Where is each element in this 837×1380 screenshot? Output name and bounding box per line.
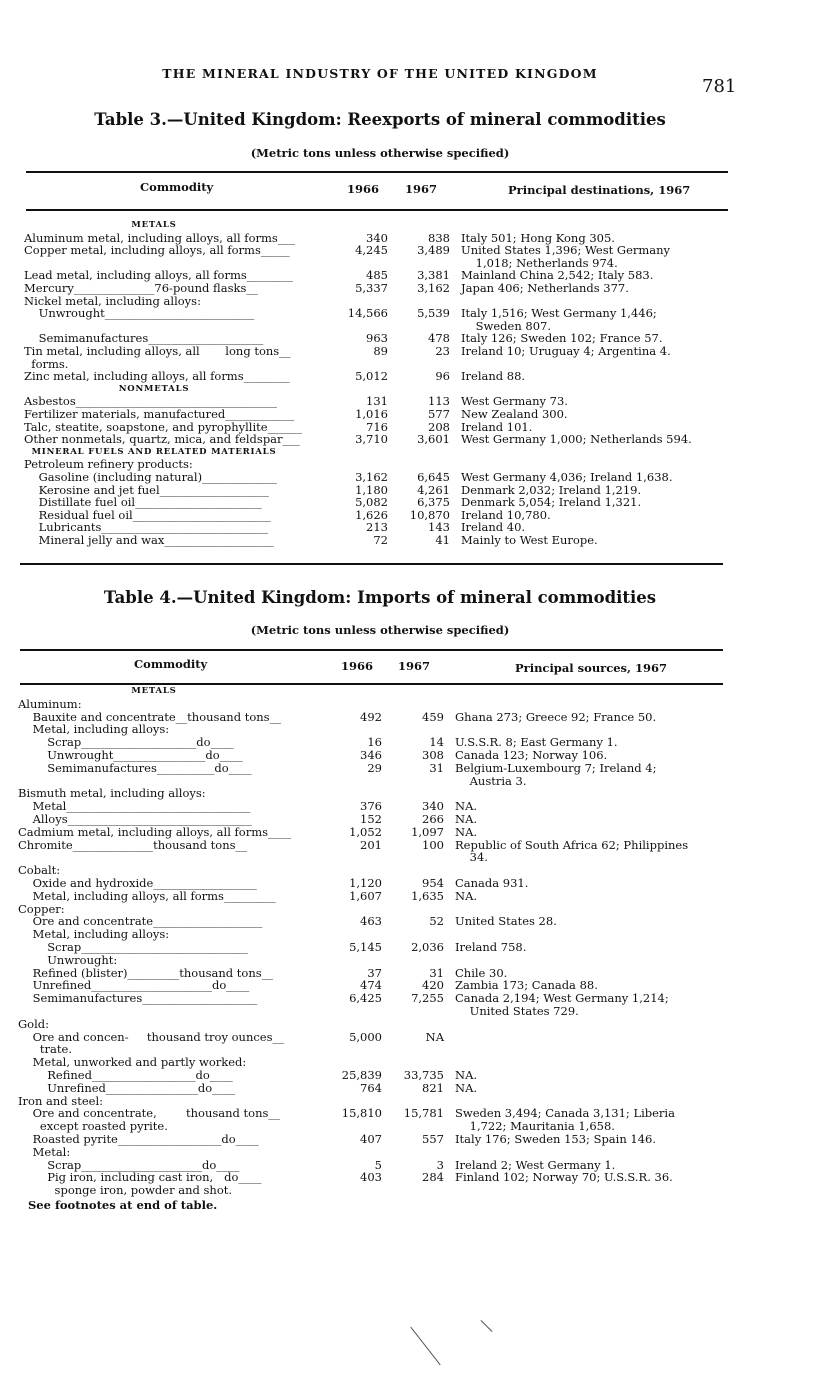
value-1966: 1,052 (349, 824, 382, 839)
table4-row (0, 1146, 837, 1159)
table4-row (0, 915, 837, 928)
table3-header-1966: 1966 (347, 182, 380, 196)
table3-row (0, 408, 837, 421)
value-1967: 340 (422, 799, 444, 814)
table4-row (0, 1043, 837, 1056)
value-1966: 5,145 (349, 940, 382, 954)
value-1967: 4,261 (417, 482, 450, 497)
table3-header-rule (26, 209, 728, 211)
commodity-cell: Lead metal, including alloys, all forms________ (24, 269, 293, 283)
commodity-cell: Distillate fuel oil______________________ (24, 496, 262, 510)
value-1967: 3,381 (417, 268, 450, 283)
value-1967: 15,781 (403, 1106, 444, 1121)
running-head: THE MINERAL INDUSTRY OF THE UNITED KINGDOM (162, 66, 598, 81)
commodity-cell: Metal________________________________ (18, 800, 251, 814)
table3-row (0, 509, 837, 522)
commodity-cell: Other nonmetals, quartz, mica, and feldspar___ (24, 433, 300, 447)
value-1967: 143 (428, 520, 450, 535)
commodity-cell: Cadmium metal, including alloys, all forms____ (18, 825, 292, 839)
table4-row (0, 967, 837, 980)
destination-cell: Austria 3. (455, 773, 527, 788)
value-1966: 1,120 (349, 876, 382, 890)
value-1967: 3,162 (417, 281, 450, 295)
destination-cell: West Germany 1,000; Netherlands 594. (461, 432, 692, 447)
commodity-cell: Fertilizer materials, manufactured____________ (24, 408, 295, 421)
value-1966: 29 (367, 760, 382, 775)
value-1967: 3,601 (417, 432, 450, 447)
destination-cell: Ireland 758. (455, 940, 527, 954)
destination-cell: Finland 102; Norway 70; U.S.S.R. 36. (455, 1170, 673, 1185)
value-1967: 6,645 (417, 470, 450, 484)
destination-cell: Canada 2,194; West Germany 1,214; (455, 991, 669, 1006)
table3-header-destinations: Principal destinations, 1967 (508, 183, 691, 197)
section-heading: METALS (131, 220, 177, 230)
commodity-cell: Asbestos___________________________________ (24, 395, 277, 409)
value-1966: 1,607 (349, 888, 382, 903)
commodity-cell: sponge iron, powder and shot. (18, 1184, 233, 1198)
value-1967: 459 (422, 709, 444, 724)
scan-mark (410, 1327, 440, 1365)
commodity-cell: Cobalt: (18, 864, 61, 878)
value-1967: 31 (429, 760, 444, 775)
table3-title: Table 3.—United Kingdom: Reexports of mineral commodities (94, 110, 666, 129)
table4-row (0, 851, 837, 864)
value-1966: 15,810 (341, 1106, 382, 1121)
value-1966: 89 (373, 344, 388, 358)
commodity-cell: Ore and concen- thousand troy ounces__ (18, 1030, 284, 1044)
table3-bottom-rule (20, 563, 723, 565)
commodity-cell: Copper metal, including alloys, all forms_____ (24, 244, 290, 258)
table3-row (0, 433, 837, 446)
table3-row (0, 446, 837, 459)
value-1967: 3,489 (417, 243, 450, 258)
destination-cell: Ireland 10; Uruguay 4; Argentina 4. (461, 344, 671, 358)
table3-row (0, 332, 837, 345)
commodity-cell: Tin metal, including alloys, all long tons__ (24, 345, 291, 358)
table3-row (0, 307, 837, 320)
section-heading: MINERAL FUELS AND RELATED MATERIALS (31, 446, 277, 457)
commodity-cell: Petroleum refinery products: (24, 458, 193, 472)
value-1966: 407 (360, 1132, 382, 1146)
value-1966: 492 (360, 709, 382, 724)
value-1967: 838 (428, 230, 450, 245)
value-1967: 31 (429, 965, 444, 980)
table4-row (0, 1120, 837, 1133)
commodity-cell: Gold: (18, 1017, 50, 1031)
value-1966: 1,626 (355, 507, 388, 522)
destination-cell: Ireland 40. (461, 520, 526, 535)
table3-top-rule (26, 171, 728, 173)
value-1967: NA (425, 1029, 444, 1044)
table4-header-sources: Principal sources, 1967 (515, 661, 668, 675)
value-1966: 25,839 (341, 1068, 382, 1082)
commodity-cell: trate. (18, 1043, 72, 1057)
value-1966: 346 (360, 748, 382, 762)
value-1967: 308 (422, 748, 444, 762)
table4-row (0, 839, 837, 852)
destination-cell: Chile 30. (455, 965, 508, 980)
commodity-cell: Roasted pyrite__________________do____ (18, 1133, 259, 1146)
commodity-cell: Zinc metal, including alloys, all forms________ (24, 370, 290, 384)
destination-cell: Belgium-Luxembourg 7; Ireland 4; (455, 760, 657, 775)
table3-row (0, 282, 837, 295)
value-1966: 16 (367, 735, 382, 750)
commodity-cell: Alloys________________________________ (18, 813, 252, 826)
destination-cell: United States 1,396; West Germany (461, 243, 671, 258)
value-1966: 5,337 (355, 281, 388, 295)
table4-subtitle: (Metric tons unless otherwise specified) (250, 623, 510, 637)
commodity-cell: Iron and steel: (18, 1094, 103, 1108)
table4-row (0, 1082, 837, 1095)
commodity-cell: except roasted pyrite. (18, 1120, 168, 1134)
table4-row (0, 723, 837, 736)
destination-cell: Ireland 101. (461, 419, 533, 434)
destination-cell: Italy 1,516; West Germany 1,446; (461, 306, 657, 321)
value-1966: 1,016 (355, 407, 388, 421)
table3-row (0, 358, 837, 371)
value-1966: 340 (366, 230, 388, 245)
commodity-cell: Ore and concentrate___________________ (18, 915, 263, 929)
table4-top-rule (20, 649, 723, 651)
table4-header-1967: 1967 (398, 659, 431, 673)
commodity-cell: Bauxite and concentrate__thousand tons__ (18, 710, 282, 724)
value-1967: 113 (428, 394, 450, 409)
commodity-cell: Lubricants_____________________________ (24, 521, 269, 535)
table3-row (0, 534, 837, 547)
commodity-cell: Scrap_____________________________ (18, 941, 249, 954)
commodity-cell: forms. (24, 357, 69, 371)
value-1967: 284 (422, 1170, 444, 1185)
value-1967: 5,539 (417, 306, 450, 321)
table3-row (0, 395, 837, 408)
commodity-cell: Semimanufactures__________do____ (18, 761, 252, 775)
table4-row (0, 800, 837, 813)
destination-cell: United States 729. (455, 1004, 579, 1018)
table4-header-commodity: Commodity (134, 657, 208, 671)
commodity-cell: Pig iron, including cast iron, do____ (18, 1171, 262, 1185)
destination-cell: Sweden 3,494; Canada 3,131; Liberia (455, 1106, 675, 1121)
destination-cell: NA. (455, 1080, 478, 1095)
value-1967: 10,870 (409, 507, 450, 522)
table3-row (0, 345, 837, 358)
destination-cell: Zambia 173; Canada 88. (455, 978, 598, 993)
commodity-cell: Scrap____________________do____ (18, 736, 234, 750)
destination-cell: Mainland China 2,542; Italy 583. (461, 268, 654, 283)
table4-row (0, 903, 837, 916)
section-heading: METALS (131, 686, 177, 696)
commodity-cell: Metal: (18, 1145, 71, 1159)
commodity-cell: Mineral jelly and wax___________________ (24, 534, 274, 547)
table4-row (0, 1159, 837, 1172)
value-1967: 23 (435, 344, 450, 358)
commodity-cell: Oxide and hydroxide__________________ (18, 877, 257, 890)
value-1967: 208 (428, 419, 450, 434)
table4-row (0, 698, 837, 711)
destination-cell: Denmark 5,054; Ireland 1,321. (461, 495, 642, 510)
table4-row (0, 736, 837, 749)
value-1967: 2,036 (411, 940, 444, 954)
value-1966: 463 (360, 914, 382, 929)
destination-cell: United States 28. (455, 914, 557, 929)
destination-cell: Italy 176; Sweden 153; Spain 146. (455, 1132, 657, 1146)
value-1966: 5,082 (355, 495, 388, 510)
table4-row (0, 1069, 837, 1082)
commodity-cell: Aluminum metal, including alloys, all forms___ (24, 231, 296, 245)
value-1966: 764 (360, 1080, 382, 1095)
table3-row (0, 244, 837, 257)
table3-row (0, 219, 837, 232)
commodity-cell: Nickel metal, including alloys: (24, 294, 201, 308)
commodity-cell: Chromite______________thousand tons__ (18, 838, 248, 852)
section-heading: NONMETALS (118, 383, 190, 394)
destination-cell: NA. (455, 1068, 478, 1082)
table4-header-1966: 1966 (341, 659, 374, 673)
value-1966: 152 (360, 812, 382, 826)
value-1966: 963 (366, 331, 388, 346)
value-1966: 403 (360, 1170, 382, 1185)
value-1966: 376 (360, 799, 382, 814)
commodity-cell: Residual fuel oil________________________ (24, 508, 271, 522)
destination-cell: Japan 406; Netherlands 377. (461, 281, 629, 295)
destination-cell: Ireland 2; West Germany 1. (455, 1157, 616, 1172)
scan-mark (480, 1320, 492, 1332)
value-1967: 821 (422, 1080, 444, 1095)
table4-row (0, 1031, 837, 1044)
value-1967: 954 (422, 876, 444, 890)
table4-row (0, 954, 837, 967)
value-1966: 716 (366, 419, 388, 434)
destination-cell: NA. (455, 888, 478, 903)
value-1966: 201 (360, 837, 382, 852)
table3-header-commodity: Commodity (140, 180, 214, 194)
table4-row (0, 826, 837, 839)
value-1966: 5 (374, 1157, 382, 1172)
destination-cell: 1,018; Netherlands 974. (461, 255, 618, 270)
value-1967: 1,097 (411, 824, 444, 839)
table4-row (0, 1184, 837, 1197)
value-1966: 5,012 (355, 369, 388, 384)
commodity-cell: Unwrought: (18, 953, 118, 967)
commodity-cell: Mercury______________76-pound flasks__ (24, 282, 258, 295)
table4-row (0, 685, 837, 698)
value-1966: 37 (367, 965, 382, 980)
table4-row (0, 762, 837, 775)
destination-cell: Ireland 10,780. (461, 507, 551, 522)
table4-row (0, 890, 837, 903)
page-number: 781 (702, 76, 737, 97)
value-1966: 14,566 (347, 306, 388, 321)
value-1966: 4,245 (355, 243, 388, 258)
commodity-cell: Refined__________________do____ (18, 1069, 233, 1082)
value-1967: 577 (428, 407, 450, 421)
destination-cell: West Germany 4,036; Ireland 1,638. (461, 470, 673, 484)
destination-cell: West Germany 73. (461, 394, 568, 409)
commodity-cell: Unrefined________________do____ (18, 1081, 236, 1095)
value-1966: 6,425 (349, 991, 382, 1006)
table4-row (0, 1005, 837, 1018)
commodity-cell: Metal, including alloys: (18, 723, 170, 737)
table4-title: Table 4.—United Kingdom: Imports of mineral commodities (103, 588, 657, 607)
commodity-cell: Unwrought________________do____ (18, 749, 243, 762)
value-1967: 14 (429, 735, 444, 750)
destination-cell: 34. (455, 850, 488, 865)
destination-cell: NA. (455, 799, 478, 814)
value-1967: 100 (422, 837, 444, 852)
destination-cell: Canada 931. (455, 876, 529, 890)
commodity-cell: Metal, including alloys: (18, 928, 170, 942)
destination-cell: Italy 501; Hong Kong 305. (461, 230, 615, 245)
destination-cell: Ireland 88. (461, 369, 526, 384)
value-1966: 5,000 (349, 1029, 382, 1044)
value-1967: 557 (422, 1132, 444, 1146)
destination-cell: NA. (455, 812, 478, 826)
table4-row (0, 1133, 837, 1146)
value-1966: 3,710 (355, 432, 388, 447)
destination-cell: Mainly to West Europe. (461, 533, 598, 547)
table4-row (0, 1171, 837, 1184)
value-1967: 96 (435, 369, 450, 384)
value-1966: 131 (366, 394, 388, 409)
destination-cell: 1,722; Mauritania 1,658. (455, 1119, 615, 1134)
table4-row (0, 941, 837, 954)
table3-row (0, 320, 837, 333)
commodity-cell: Semimanufactures____________________ (24, 332, 264, 346)
commodity-cell: Scrap_____________________do____ (18, 1158, 240, 1172)
table4-row (0, 711, 837, 724)
value-1967: 420 (422, 978, 444, 993)
table4-row (0, 992, 837, 1005)
table4-row (0, 775, 837, 788)
table4-row (0, 1107, 837, 1120)
commodity-cell: Aluminum: (18, 697, 82, 711)
table3-row (0, 383, 837, 396)
value-1967: 3 (436, 1157, 444, 1172)
table4-row (0, 749, 837, 762)
commodity-cell: Talc, steatite, soapstone, and pyrophyllite______ (24, 420, 303, 434)
value-1967: 7,255 (411, 991, 444, 1006)
value-1966: 1,180 (355, 482, 388, 497)
value-1967: 478 (428, 331, 450, 346)
commodity-cell: Bismuth metal, including alloys: (18, 787, 206, 801)
destination-cell: Republic of South Africa 62; Philippines (455, 837, 689, 852)
destination-cell: New Zealand 300. (461, 407, 568, 421)
commodity-cell: Semimanufactures____________________ (18, 992, 258, 1006)
commodity-cell: Metal, unworked and partly worked: (18, 1056, 247, 1070)
table3-header-1967: 1967 (405, 182, 438, 196)
table4-row (0, 864, 837, 877)
value-1967: 41 (435, 533, 450, 547)
destination-cell: Italy 126; Sweden 102; France 57. (461, 331, 663, 346)
table3-row (0, 521, 837, 534)
value-1966: 3,162 (355, 470, 388, 484)
value-1967: 33,735 (403, 1068, 444, 1082)
destination-cell: Ghana 273; Greece 92; France 50. (455, 709, 657, 724)
destination-cell: NA. (455, 824, 478, 839)
commodity-cell: Copper: (18, 902, 65, 916)
value-1967: 266 (422, 812, 444, 826)
value-1966: 72 (373, 533, 388, 547)
value-1967: 1,635 (411, 888, 444, 903)
value-1967: 52 (429, 914, 444, 929)
destination-cell: U.S.S.R. 8; East Germany 1. (455, 735, 618, 750)
value-1967: 6,375 (417, 495, 450, 510)
value-1966: 213 (366, 520, 388, 535)
commodity-cell: Gasoline (including natural)_____________ (24, 471, 277, 484)
commodity-cell: Kerosine and jet fuel___________________ (24, 483, 269, 497)
commodity-cell: Unrefined_____________________do____ (18, 979, 250, 993)
destination-cell: Denmark 2,032; Ireland 1,219. (461, 482, 642, 497)
commodity-cell: Unwrought__________________________ (24, 307, 255, 321)
table4-row (0, 787, 837, 800)
destination-cell: Canada 123; Norway 106. (455, 748, 608, 762)
table4-row (0, 1018, 837, 1031)
footnote: See footnotes at end of table. (28, 1198, 218, 1212)
table3-subtitle: (Metric tons unless otherwise specified) (250, 146, 510, 160)
table3-row (0, 370, 837, 383)
commodity-cell: Metal, including alloys, all forms_________ (18, 889, 276, 903)
destination-cell: Sweden 807. (461, 318, 551, 333)
commodity-cell: Ore and concentrate, thousand tons__ (18, 1107, 280, 1121)
value-1966: 485 (366, 268, 388, 283)
value-1966: 474 (360, 978, 382, 993)
commodity-cell: Refined (blister)_________thousand tons__ (18, 966, 274, 980)
